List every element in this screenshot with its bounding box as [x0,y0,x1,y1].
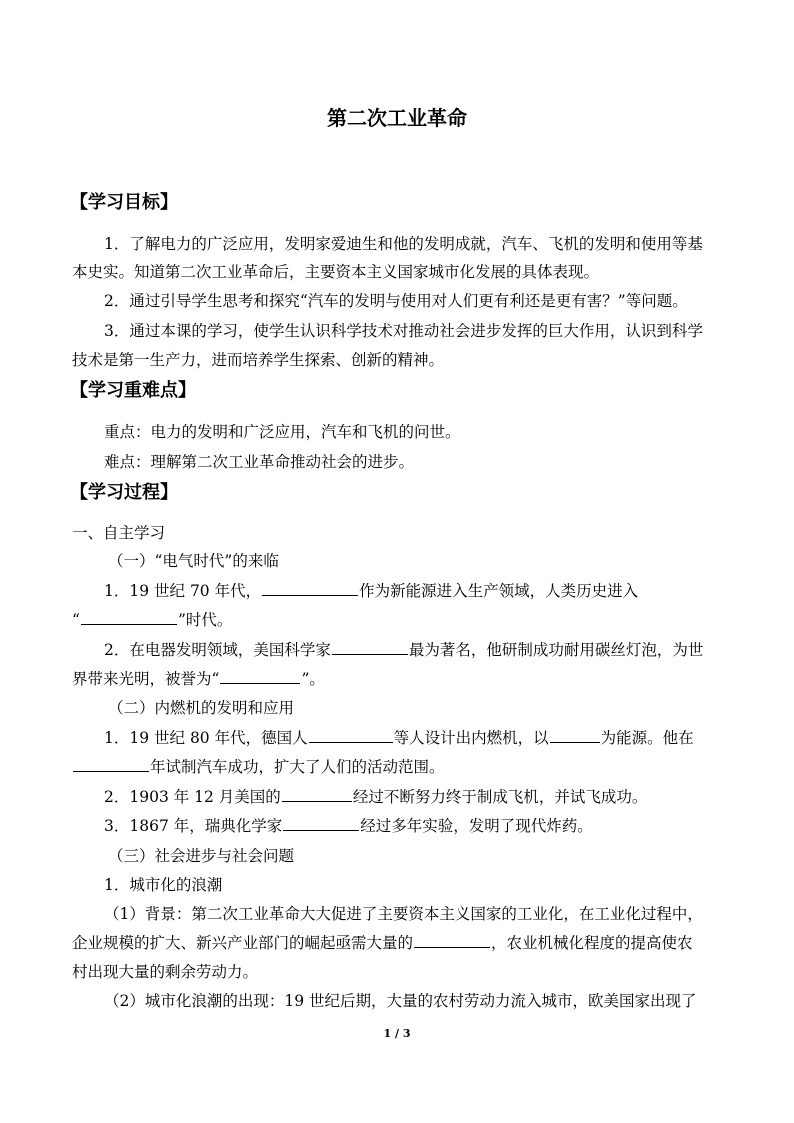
question-3 [104,727,694,749]
goal-1-line-1: 1．了解电力的广泛应用，发明家爱迪生和他的发明成就，汽车、飞机的发明和使用等基 [104,235,703,253]
answer-blank[interactable] [73,756,149,772]
background-text-b: ，农业机械化程度的提高使农 [491,934,693,952]
goal-2: 2．通过引导学生思考和探究“汽车的发明与使用对人们更有利还是更有害？”等问题。 [104,292,688,310]
question-2 [104,639,703,661]
page-number: 1 / 3 [383,1027,411,1040]
answer-blank[interactable] [309,727,393,743]
question-4-text-a: 2．1903 年 12 月美国的 [104,788,281,806]
background-line-2 [72,932,693,954]
question-1-text-b: 作为新能源进入生产领域，人类历史进入 [359,582,639,600]
subsection-1: （一）“电气时代”的来临 [108,552,279,570]
question-1-text-c: ”时代。 [177,611,233,629]
question-5-text-a: 3．1867 年，瑞典化学家 [104,817,283,835]
question-2-text-a: 2．在电器发明领域，美国科学家 [104,641,331,659]
quote-open: “ [72,611,80,629]
question-5-text-b: 经过多年实验，发明了现代炸药。 [360,817,593,835]
question-4 [104,786,647,808]
key-point: 重点：电力的发明和广泛应用，汽车和飞机的问世。 [104,423,461,441]
question-2-line-2 [72,668,325,690]
answer-blank[interactable] [220,668,300,684]
question-2-text-c: 界带来光明，被誉为“ [72,670,220,688]
question-3-text-b: 等人设计出内燃机，以 [393,729,549,747]
question-3-line-2 [72,756,445,778]
question-3-text-a: 1．19 世纪 80 年代，德国人 [104,729,308,747]
background-line-3: 村出现大量的剩余劳动力。 [72,963,259,981]
answer-blank[interactable] [81,609,177,625]
subsection-2: （二）内燃机的发明和应用 [108,699,295,717]
goal-3-line-2: 技术是第一生产力，进而培养学生探索、创新的精神。 [72,351,445,369]
question-2-text-b: 最为著名，他研制成功耐用碳丝灯泡，为世 [408,641,704,659]
page-title: 第二次工业革命 [327,106,467,130]
question-3-text-c: 为能源。他在 [600,729,694,747]
answer-blank[interactable] [283,815,359,831]
key-points-heading: 【学习重难点】 [70,380,196,401]
question-1-line-2 [72,609,232,631]
process-heading: 【学习过程】 [70,482,178,503]
answer-blank[interactable] [414,932,490,948]
goal-3-line-1: 3．通过本课的学习，使学生认识科学技术对推动社会进步发挥的巨大作用，认识到科学 [104,322,703,340]
background-line-1: （1）背景：第二次工业革命大大促进了主要资本主义国家的工业化，在工业化过程中， [104,905,703,923]
question-5 [104,815,593,837]
hard-point: 难点：理解第二次工业革命推动社会的进步。 [104,453,415,471]
background-text-a: 企业规模的扩大、新兴产业部门的崛起亟需大量的 [72,934,414,952]
subsection-3: （三）社会进步与社会问题 [108,847,295,865]
item-urbanization: 1．城市化的浪潮 [104,876,223,894]
question-2-text-d: ”。 [301,670,325,688]
question-3-text-d: 年试制汽车成功，扩大了人们的活动范围。 [150,758,445,776]
question-1-text-a: 1．19 世纪 70 年代， [104,582,262,600]
urbanization-line: （2）城市化浪潮的出现：19 世纪后期，大量的农村劳动力流入城市，欧美国家出现了 [104,992,697,1010]
question-4-text-b: 经过不断努力终于制成飞机，并试飞成功。 [352,788,648,806]
question-1 [104,580,638,602]
answer-blank[interactable] [282,786,352,802]
answer-blank[interactable] [332,639,408,655]
part-1-heading: 一、自主学习 [72,524,166,542]
goal-1-line-2: 本史实。知道第二次工业革命后，主要资本主义国家城市化发展的具体表现。 [72,263,600,281]
answer-blank[interactable] [262,580,358,596]
goals-heading: 【学习目标】 [70,192,178,213]
answer-blank[interactable] [550,727,600,743]
